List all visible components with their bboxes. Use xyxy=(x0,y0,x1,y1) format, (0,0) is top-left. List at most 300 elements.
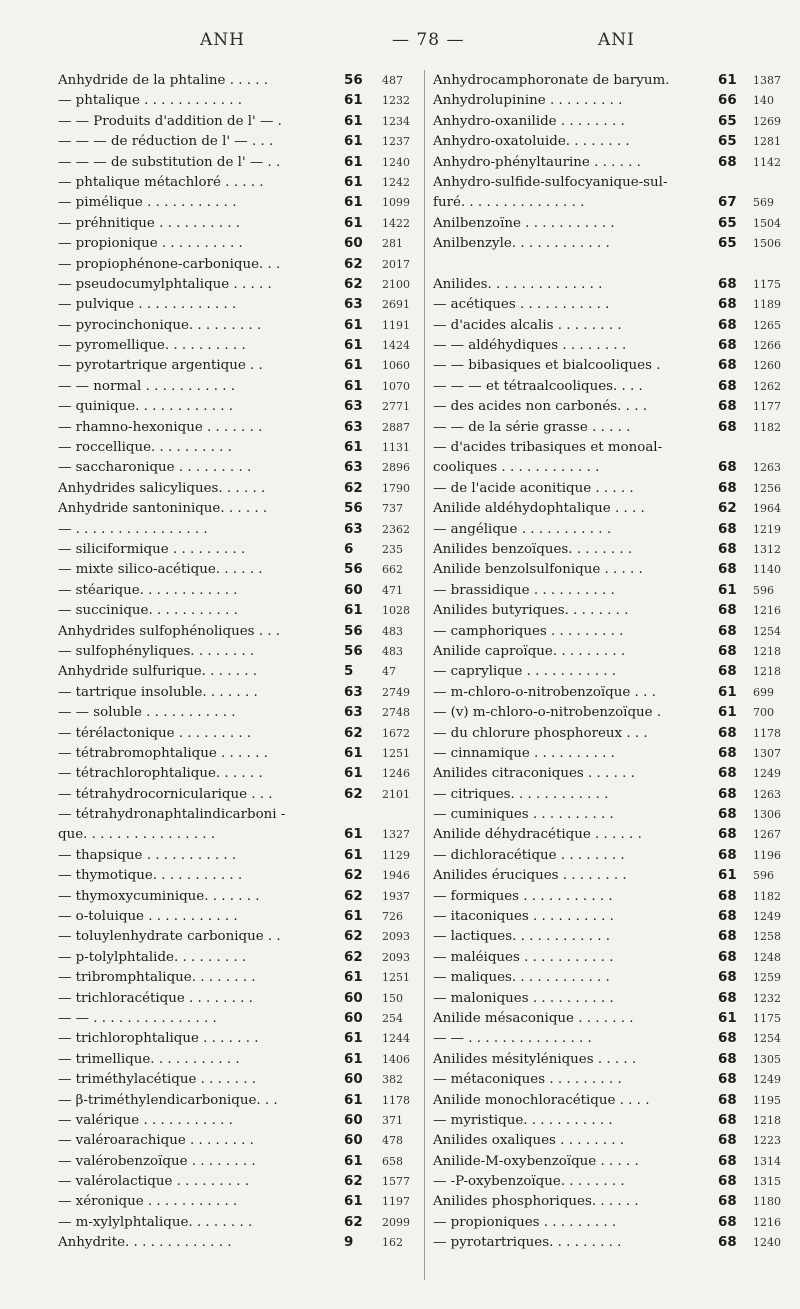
entry-volume: 60 xyxy=(344,1112,363,1128)
entry-term: — formiques . . . . . . . . . . . xyxy=(433,888,613,904)
index-entry xyxy=(433,214,783,234)
entry-page: 737 xyxy=(382,502,403,516)
entry-term: Anhydrides sulfophénoliques . . . xyxy=(58,623,281,639)
index-entry xyxy=(433,255,783,275)
index-entry xyxy=(58,397,418,417)
entry-volume: 68 xyxy=(718,1133,737,1149)
index-entry xyxy=(433,397,783,417)
entry-volume: 68 xyxy=(718,664,737,680)
entry-term: Anhydro-sulfide-sulfocyanique-sul- xyxy=(433,174,668,190)
entry-volume: 68 xyxy=(718,786,737,802)
index-entry xyxy=(58,479,418,499)
entry-volume: 68 xyxy=(718,745,737,761)
entry-page: 1237 xyxy=(382,135,410,149)
entry-page: 150 xyxy=(382,991,403,1005)
entry-term: Anhydrite. . . . . . . . . . . . . xyxy=(58,1235,232,1251)
entry-term: — myristique. . . . . . . . . . . xyxy=(433,1112,613,1128)
index-entry xyxy=(58,1029,418,1049)
entry-term: furé. . . . . . . . . . . . . . . xyxy=(433,195,585,211)
entry-volume: 61 xyxy=(344,378,363,394)
entry-term: Anilide-M-oxybenzoïque . . . . . xyxy=(433,1153,639,1169)
entry-term: — caprylique . . . . . . . . . . . xyxy=(433,664,616,680)
entry-volume: 62 xyxy=(718,501,737,517)
index-entry xyxy=(433,927,783,947)
entry-volume: 68 xyxy=(718,297,737,313)
entry-page: 1240 xyxy=(382,155,410,169)
entry-page: 1259 xyxy=(753,971,781,985)
entry-term: Anilides éruciques . . . . . . . . xyxy=(433,868,627,884)
entry-page: 2017 xyxy=(382,257,410,271)
entry-volume: 63 xyxy=(344,399,363,415)
index-entry xyxy=(433,540,783,560)
entry-volume: 56 xyxy=(344,643,363,659)
entry-term: — angélique . . . . . . . . . . . xyxy=(433,521,612,537)
entry-page: 1504 xyxy=(753,216,781,230)
entry-page: 2099 xyxy=(382,1215,410,1229)
entry-term: Anhydrocamphoronate de baryum. xyxy=(433,73,670,88)
entry-volume: 61 xyxy=(718,1010,737,1026)
index-entry xyxy=(433,744,783,764)
entry-volume: 6 xyxy=(344,541,354,557)
left-column xyxy=(58,71,418,1254)
entry-term: — . . . . . . . . . . . . . . . . xyxy=(58,521,208,537)
index-entry xyxy=(433,520,783,540)
index-entry xyxy=(58,1172,418,1192)
entry-volume: 68 xyxy=(718,460,737,476)
index-entry xyxy=(58,989,418,1009)
entry-volume: 61 xyxy=(344,603,363,619)
index-entry xyxy=(433,1192,783,1212)
entry-page: 1244 xyxy=(382,1032,410,1046)
entry-page: 1218 xyxy=(753,644,781,658)
entry-volume: 68 xyxy=(718,1031,737,1047)
index-entry xyxy=(433,601,783,621)
entry-volume: 68 xyxy=(718,929,737,945)
entry-term: — camphoriques . . . . . . . . . xyxy=(433,623,624,639)
entry-term: — brassidique . . . . . . . . . . xyxy=(433,582,615,598)
entry-page: 1129 xyxy=(382,848,410,862)
entry-page: 1265 xyxy=(753,318,781,332)
entry-volume: 68 xyxy=(718,419,737,435)
index-entry xyxy=(433,1009,783,1029)
index-entry xyxy=(58,1192,418,1212)
entry-page: 1099 xyxy=(382,196,410,210)
entry-page: 1195 xyxy=(753,1093,781,1107)
entry-page: 2771 xyxy=(382,400,410,414)
index-entry xyxy=(58,377,418,397)
entry-page: 1424 xyxy=(382,339,410,353)
entry-term: Anhydride sulfurique. . . . . . . xyxy=(58,664,257,680)
entry-page: 1182 xyxy=(753,889,781,903)
entry-page: 1232 xyxy=(753,991,781,1005)
entry-volume: 62 xyxy=(344,1214,363,1230)
entry-volume: 61 xyxy=(344,1194,363,1210)
index-entry xyxy=(58,214,418,234)
entry-volume: 61 xyxy=(344,215,363,231)
index-entry xyxy=(58,316,418,336)
index-entry xyxy=(433,1152,783,1172)
index-entry xyxy=(58,1070,418,1090)
index-entry xyxy=(58,1009,418,1029)
entry-page: 1028 xyxy=(382,604,410,618)
entry-term: Anilides mésityléniques . . . . . xyxy=(433,1051,637,1067)
entry-volume: 9 xyxy=(344,1235,354,1251)
entry-page: 1258 xyxy=(753,930,781,944)
entry-page: 2691 xyxy=(382,298,410,312)
entry-volume: 60 xyxy=(344,1133,363,1149)
entry-volume: 68 xyxy=(718,1235,737,1251)
entry-page: 2887 xyxy=(382,420,410,434)
entry-volume: 68 xyxy=(718,1051,737,1067)
entry-term: — lactiques. . . . . . . . . . . . xyxy=(433,929,610,945)
entry-volume: 62 xyxy=(344,786,363,802)
entry-term: — préhnitique . . . . . . . . . . xyxy=(58,215,240,231)
entry-volume: 68 xyxy=(718,827,737,843)
entry-page: 1327 xyxy=(382,828,410,842)
entry-volume: 62 xyxy=(344,888,363,904)
entry-page: 1140 xyxy=(753,563,781,577)
entry-volume: 5 xyxy=(344,664,354,680)
index-entry xyxy=(433,499,783,519)
entry-volume: 62 xyxy=(344,1174,363,1190)
entry-term: Anilides. . . . . . . . . . . . . . xyxy=(433,276,603,292)
entry-term: — propioniques . . . . . . . . . xyxy=(433,1214,617,1230)
entry-term: Anhydro-oxanilide . . . . . . . . xyxy=(433,113,625,129)
entry-volume: 68 xyxy=(718,847,737,863)
entry-page: 1254 xyxy=(753,624,781,638)
entry-term: — -P-oxybenzoïque. . . . . . . . xyxy=(433,1174,625,1190)
entry-volume: 61 xyxy=(344,847,363,863)
entry-volume: 61 xyxy=(344,195,363,211)
entry-page: 658 xyxy=(382,1154,403,1168)
entry-page: 596 xyxy=(753,869,774,883)
entry-page: 699 xyxy=(753,685,774,699)
entry-page: 1672 xyxy=(382,726,410,740)
entry-volume: 61 xyxy=(344,134,363,150)
index-entry xyxy=(433,1233,783,1253)
entry-term: Anilide monochloracétique . . . . xyxy=(433,1092,650,1108)
entry-volume: 61 xyxy=(344,174,363,190)
entry-volume: 68 xyxy=(718,909,737,925)
entry-volume: 63 xyxy=(344,419,363,435)
entry-page: 1307 xyxy=(753,746,781,760)
entry-volume: 60 xyxy=(344,582,363,598)
index-entry xyxy=(433,275,783,295)
entry-page: 1177 xyxy=(753,400,781,414)
entry-term: — valérobenzoïque . . . . . . . . xyxy=(58,1153,256,1169)
entry-term: Anilides benzoïques. . . . . . . . xyxy=(433,541,633,557)
index-entry xyxy=(58,560,418,580)
entry-page: 1248 xyxy=(753,950,781,964)
entry-term: — pyrotartrique argentique . . xyxy=(58,358,263,374)
index-entry xyxy=(58,866,418,886)
entry-volume: 68 xyxy=(718,317,737,333)
entry-volume: 68 xyxy=(718,1153,737,1169)
entry-page: 235 xyxy=(382,542,403,556)
index-entry xyxy=(58,1131,418,1151)
entry-volume: 68 xyxy=(718,480,737,496)
entry-term: — saccharonique . . . . . . . . . xyxy=(58,460,252,476)
entry-page: 281 xyxy=(382,237,403,251)
entry-term: — roccellique. . . . . . . . . . xyxy=(58,440,232,456)
entry-volume: 63 xyxy=(344,297,363,313)
entry-term: — tétrahydrocornicularique . . . xyxy=(58,786,273,802)
entry-volume: 61 xyxy=(344,1051,363,1067)
entry-term: Anhydrolupinine . . . . . . . . . xyxy=(433,93,623,109)
index-entry xyxy=(58,805,418,825)
entry-page: 2093 xyxy=(382,950,410,964)
index-entry xyxy=(433,887,783,907)
entry-volume: 61 xyxy=(344,440,363,456)
entry-term: — stéarique. . . . . . . . . . . . xyxy=(58,582,238,598)
entry-page: 1178 xyxy=(382,1093,410,1107)
entry-page: 1142 xyxy=(753,155,781,169)
entry-page: 1175 xyxy=(753,277,781,291)
entry-page: 1251 xyxy=(382,971,410,985)
index-entry xyxy=(58,458,418,478)
entry-term: — — — de substitution de l' — . . xyxy=(58,154,281,170)
index-entry xyxy=(58,927,418,947)
entry-page: 1249 xyxy=(753,910,781,924)
entry-term: — thymotique. . . . . . . . . . . xyxy=(58,868,243,884)
entry-page: 1060 xyxy=(382,359,410,373)
entry-term: Anilides citraconiques . . . . . . xyxy=(433,766,635,782)
index-entry xyxy=(58,825,418,845)
index-entry xyxy=(433,1070,783,1090)
entry-page: 1070 xyxy=(382,379,410,393)
index-entry xyxy=(433,764,783,784)
entry-term: Anilides phosphoriques. . . . . . xyxy=(433,1194,639,1210)
entry-page: 1232 xyxy=(382,94,410,108)
entry-term: — tétrabromophtalique . . . . . . xyxy=(58,745,268,761)
entry-term: — pyrotartriques. . . . . . . . . xyxy=(433,1235,622,1251)
entry-volume: 68 xyxy=(718,562,737,578)
entry-page: 1263 xyxy=(753,787,781,801)
entry-page: 1314 xyxy=(753,1154,781,1168)
index-entry xyxy=(58,907,418,927)
entry-term: — valérolactique . . . . . . . . . xyxy=(58,1174,250,1190)
entry-page: 1256 xyxy=(753,481,781,495)
entry-page: 1790 xyxy=(382,481,410,495)
entry-term: — des acides non carbonés. . . . xyxy=(433,399,647,415)
entry-volume: 60 xyxy=(344,236,363,252)
entry-volume: 62 xyxy=(344,949,363,965)
entry-term: — — — et tétraalcooliques. . . . xyxy=(433,378,643,394)
entry-volume: 61 xyxy=(718,684,737,700)
index-entry xyxy=(58,1152,418,1172)
entry-volume: 61 xyxy=(344,1153,363,1169)
entry-page: 2101 xyxy=(382,787,410,801)
entry-term: — — . . . . . . . . . . . . . . . xyxy=(433,1031,592,1047)
entry-page: 1281 xyxy=(753,135,781,149)
entry-term: — — normal . . . . . . . . . . . xyxy=(58,378,235,394)
entry-page: 1422 xyxy=(382,216,410,230)
entry-volume: 61 xyxy=(344,970,363,986)
index-entry xyxy=(433,295,783,315)
entry-volume: 61 xyxy=(344,909,363,925)
entry-page: 569 xyxy=(753,196,774,210)
entry-page: 2100 xyxy=(382,277,410,291)
entry-page: 596 xyxy=(753,583,774,597)
index-entry xyxy=(433,71,783,91)
index-entry xyxy=(58,234,418,254)
entry-term: — trichloracétique . . . . . . . . xyxy=(58,990,253,1006)
index-entry xyxy=(433,112,783,132)
index-entry xyxy=(433,316,783,336)
index-entry xyxy=(58,948,418,968)
entry-term: — o-toluique . . . . . . . . . . . xyxy=(58,909,238,925)
entry-volume: 62 xyxy=(344,868,363,884)
entry-volume: 68 xyxy=(718,1112,737,1128)
entry-page: 1234 xyxy=(382,114,410,128)
entry-page: 2362 xyxy=(382,522,410,536)
entry-volume: 68 xyxy=(718,888,737,904)
entry-term: Anilide aldéhydophtalique . . . . xyxy=(433,501,645,517)
index-entry xyxy=(58,275,418,295)
entry-page: 1946 xyxy=(382,869,410,883)
index-entry xyxy=(58,520,418,540)
entry-page: 1189 xyxy=(753,298,781,312)
index-entry xyxy=(433,642,783,662)
index-entry xyxy=(58,91,418,111)
index-entry xyxy=(433,622,783,642)
index-entry xyxy=(58,642,418,662)
entry-volume: 68 xyxy=(718,766,737,782)
index-entry xyxy=(58,1050,418,1070)
entry-volume: 68 xyxy=(718,990,737,1006)
index-entry xyxy=(58,255,418,275)
entry-term: — phtalique . . . . . . . . . . . . xyxy=(58,93,243,109)
index-entry xyxy=(433,581,783,601)
index-entry xyxy=(58,112,418,132)
index-entry xyxy=(433,825,783,845)
entry-volume: 56 xyxy=(344,623,363,639)
entry-term: — tribromphtalique. . . . . . . . xyxy=(58,970,256,986)
entry-page: 1254 xyxy=(753,1032,781,1046)
entry-term: — — Produits d'addition de l' — . xyxy=(58,113,282,129)
index-entry xyxy=(433,1111,783,1131)
index-entry xyxy=(58,336,418,356)
entry-page: 483 xyxy=(382,644,403,658)
entry-page: 1242 xyxy=(382,175,410,189)
entry-term: — térélactonique . . . . . . . . . xyxy=(58,725,252,741)
index-entry xyxy=(58,1111,418,1131)
entry-volume: 68 xyxy=(718,378,737,394)
index-entry xyxy=(58,173,418,193)
entry-term: — m-chloro-o-nitrobenzoïque . . . xyxy=(433,684,656,700)
entry-term: — — soluble . . . . . . . . . . . xyxy=(58,705,236,721)
entry-page: 1219 xyxy=(753,522,781,536)
entry-page: 726 xyxy=(382,910,403,924)
entry-page: 1577 xyxy=(382,1175,410,1189)
entry-page: 1131 xyxy=(382,441,410,455)
index-entry xyxy=(433,683,783,703)
entry-term: Anhydride santoninique. . . . . . xyxy=(58,501,268,517)
entry-page: 140 xyxy=(753,94,774,108)
entry-term: — thapsique . . . . . . . . . . . xyxy=(58,847,237,863)
index-entry xyxy=(433,356,783,376)
entry-volume: 62 xyxy=(344,929,363,945)
entry-volume: 61 xyxy=(344,317,363,333)
entry-page: 1260 xyxy=(753,359,781,373)
entry-volume: 68 xyxy=(718,949,737,965)
entry-volume: 61 xyxy=(344,113,363,129)
entry-term: — siliciformique . . . . . . . . . xyxy=(58,541,246,557)
index-entry xyxy=(58,887,418,907)
entry-term: — — — de réduction de l' — . . . xyxy=(58,134,274,150)
entry-term: Anhydrides salicyliques. . . . . . xyxy=(58,480,266,496)
entry-term: — succinique. . . . . . . . . . . xyxy=(58,603,238,619)
index-entry xyxy=(58,846,418,866)
entry-volume: 68 xyxy=(718,623,737,639)
column-divider xyxy=(424,70,425,1280)
index-entry xyxy=(433,724,783,744)
entry-term: — triméthylacétique . . . . . . . xyxy=(58,1072,256,1088)
entry-volume: 61 xyxy=(344,766,363,782)
index-entry xyxy=(58,662,418,682)
entry-term: — — . . . . . . . . . . . . . . . xyxy=(58,1010,217,1026)
entry-term: — maloniques . . . . . . . . . . xyxy=(433,990,614,1006)
entry-term: — acétiques . . . . . . . . . . . xyxy=(433,297,610,313)
entry-page: 254 xyxy=(382,1011,403,1025)
entry-page: 1218 xyxy=(753,1113,781,1127)
entry-volume: 61 xyxy=(344,1092,363,1108)
entry-page: 1182 xyxy=(753,420,781,434)
entry-volume: 68 xyxy=(718,358,737,374)
entry-page: 1223 xyxy=(753,1134,781,1148)
index-entry xyxy=(58,1213,418,1233)
entry-term: — m-xylylphtalique. . . . . . . . xyxy=(58,1214,253,1230)
entry-term: — trimellique. . . . . . . . . . . xyxy=(58,1051,240,1067)
index-entry xyxy=(58,132,418,152)
entry-term: — pyrocinchonique. . . . . . . . . xyxy=(58,317,262,333)
entry-page: 1305 xyxy=(753,1052,781,1066)
entry-page: 1216 xyxy=(753,604,781,618)
entry-term: Anilides butyriques. . . . . . . . xyxy=(433,603,629,619)
entry-page: 2093 xyxy=(382,930,410,944)
entry-volume: 61 xyxy=(344,154,363,170)
entry-volume: 63 xyxy=(344,705,363,721)
entry-page: 1315 xyxy=(753,1175,781,1189)
entry-page: 1175 xyxy=(753,1011,781,1025)
index-entry xyxy=(58,785,418,805)
entry-term: — sulfophényliques. . . . . . . . xyxy=(58,643,255,659)
entry-volume: 62 xyxy=(344,276,363,292)
entry-volume: 61 xyxy=(344,93,363,109)
entry-volume: 68 xyxy=(718,154,737,170)
entry-volume: 60 xyxy=(344,990,363,1006)
index-entry xyxy=(58,356,418,376)
index-entry xyxy=(58,418,418,438)
entry-volume: 66 xyxy=(718,93,737,109)
entry-page: 1218 xyxy=(753,665,781,679)
entry-volume: 61 xyxy=(344,338,363,354)
entry-page: 2749 xyxy=(382,685,410,699)
index-entry xyxy=(433,785,783,805)
entry-volume: 68 xyxy=(718,725,737,741)
entry-page: 487 xyxy=(382,74,403,87)
entry-volume: 62 xyxy=(344,725,363,741)
entry-page: 1197 xyxy=(382,1195,410,1209)
index-entry xyxy=(433,866,783,886)
entry-volume: 62 xyxy=(344,256,363,272)
index-entry xyxy=(58,1091,418,1111)
index-entry xyxy=(433,846,783,866)
index-entry xyxy=(433,907,783,927)
entry-volume: 63 xyxy=(344,460,363,476)
entry-term: Anhydro-oxatoluide. . . . . . . . xyxy=(433,134,630,150)
entry-volume: 68 xyxy=(718,1174,737,1190)
